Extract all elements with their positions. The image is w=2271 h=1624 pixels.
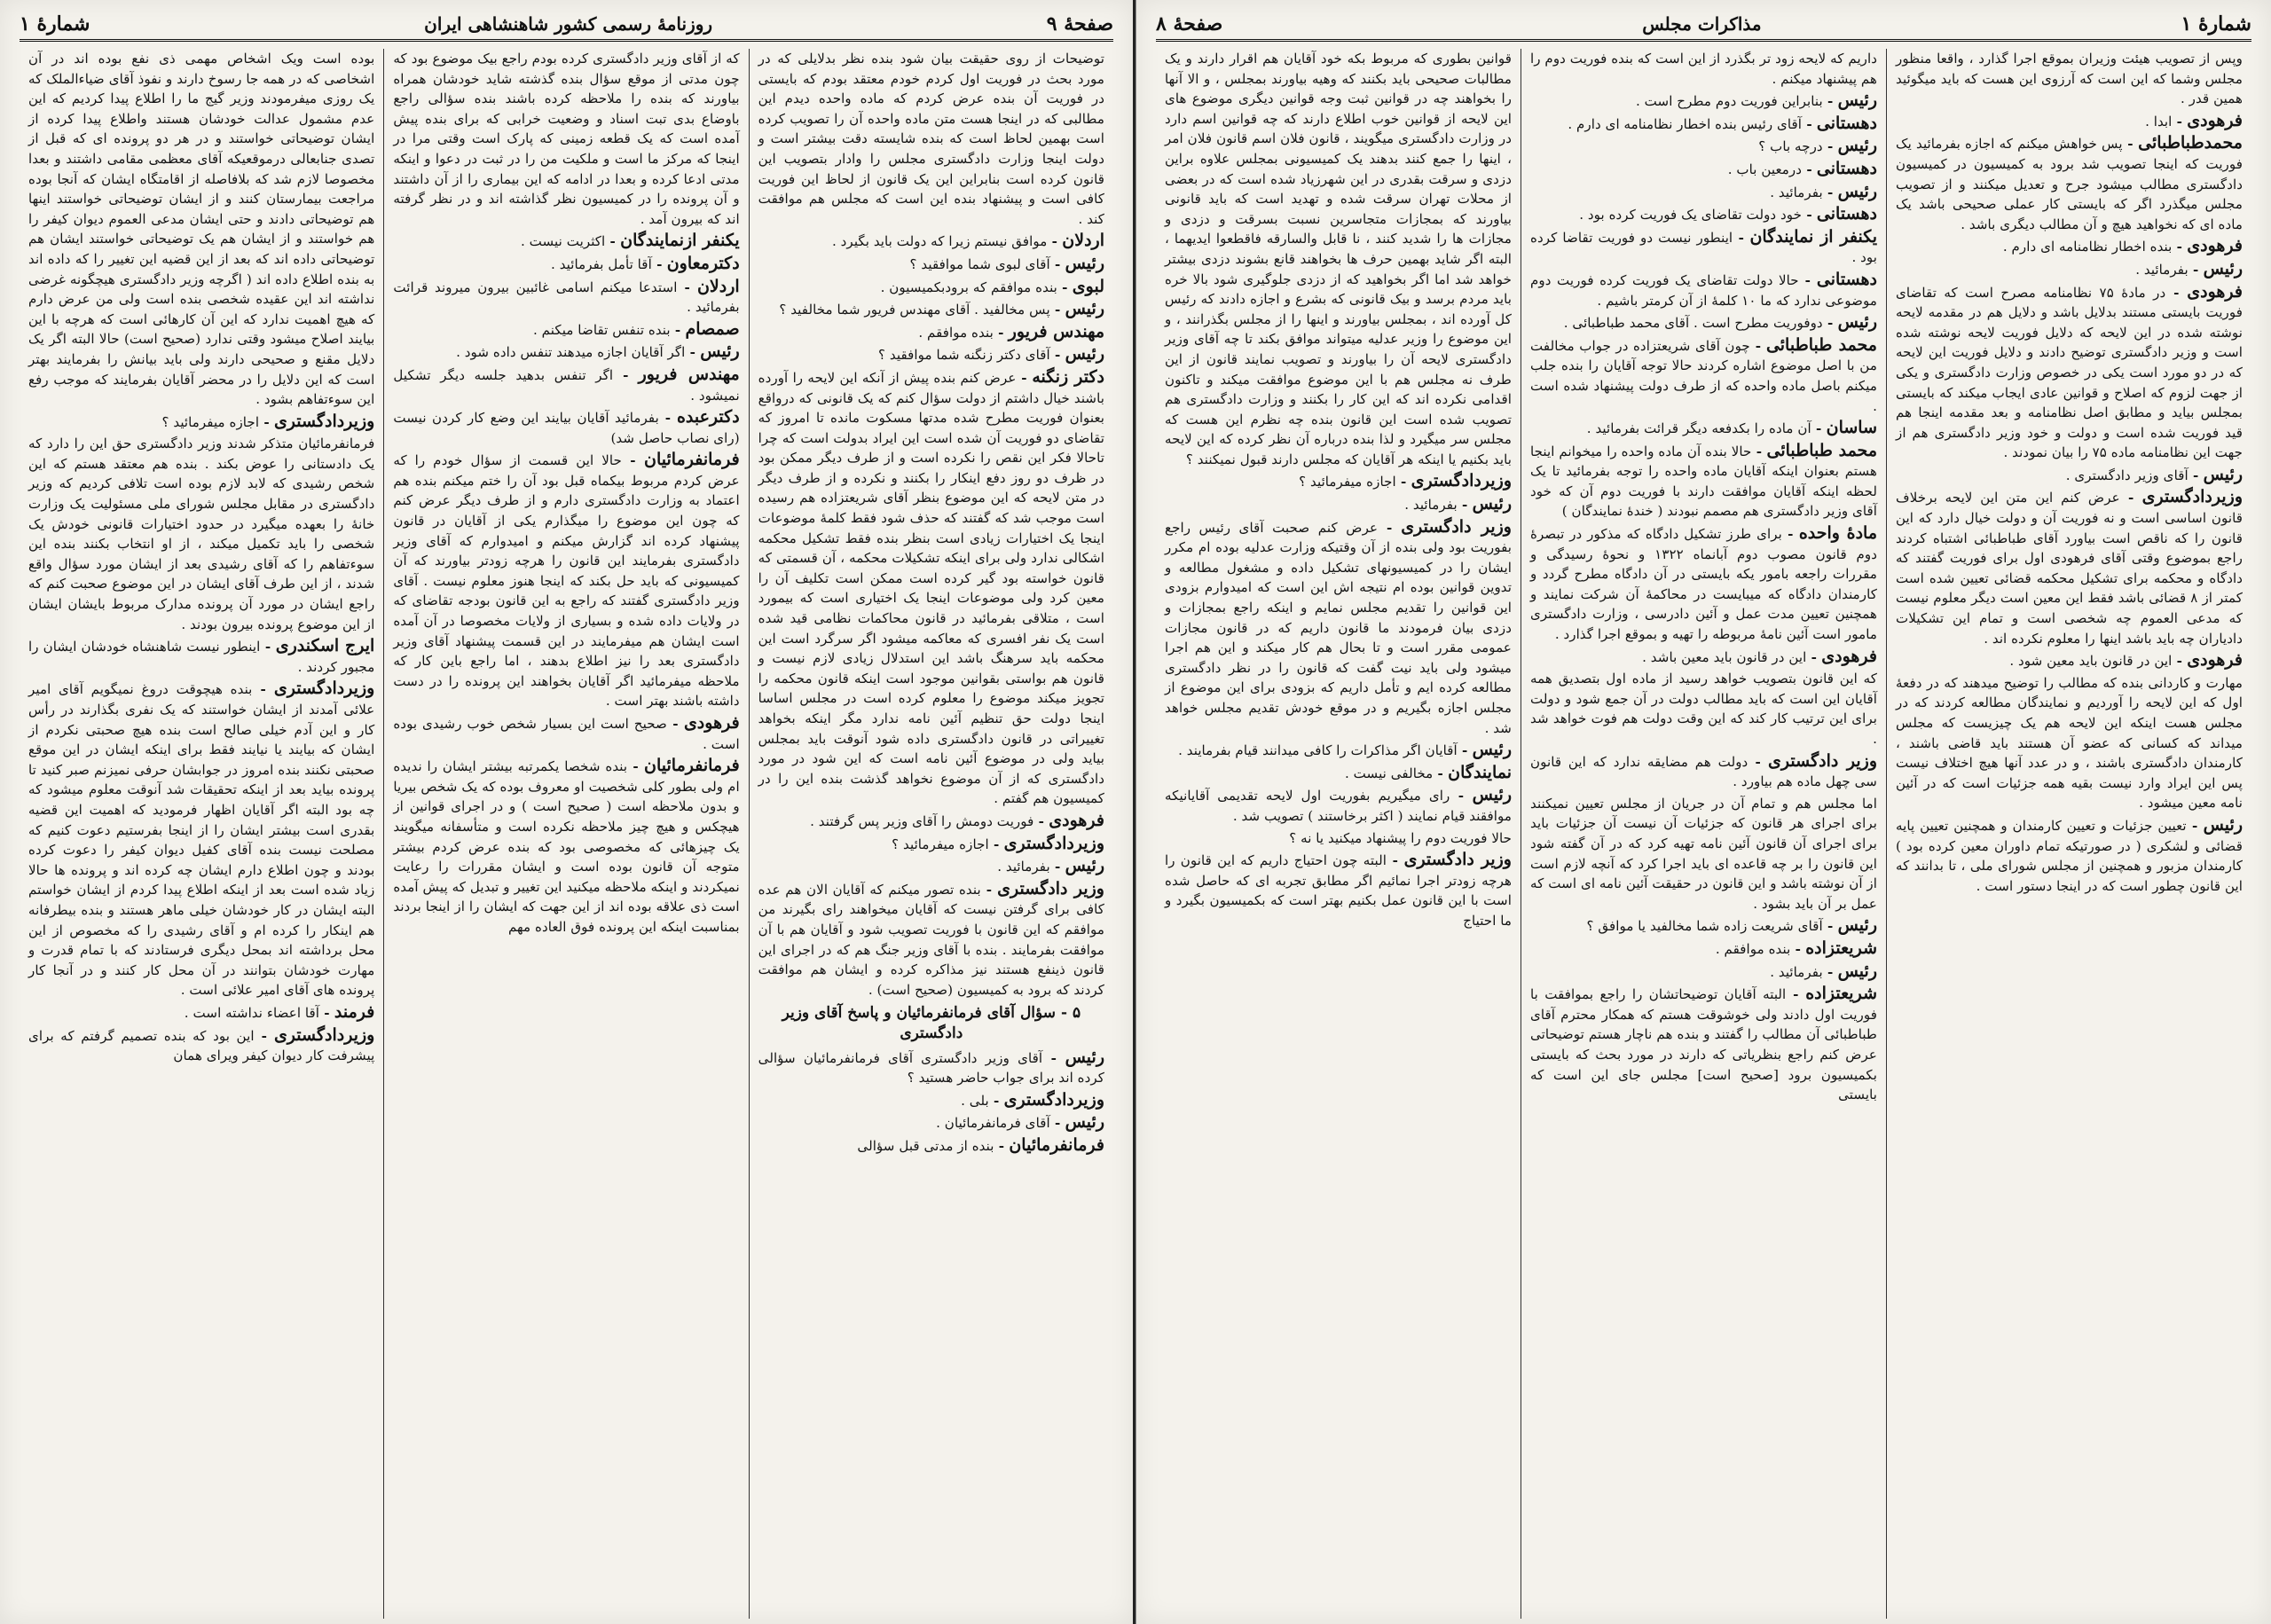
speech-paragraph — [1530, 204, 1877, 225]
speaker-dash: - — [2122, 136, 2139, 153]
issue-number: شمارهٔ ۱ — [20, 12, 90, 35]
speech-paragraph — [1530, 441, 1877, 522]
speech-paragraph — [1165, 850, 1512, 930]
speaker-dash: - — [2172, 113, 2188, 129]
speaker-dash: - — [2165, 284, 2188, 301]
speech-paragraph — [28, 1002, 374, 1024]
speech-text: عرض کنم صحبت آقای رئیس راجع بفوریت بود ولی بنده از آن وقتیکه وزارت عدلیه بوده ام مکرر ایشان را در کمیسیونهای تشکیل داده و مشغول مطالعه و تدوین قوانین بوده ام نتیجه اش این است که امیدوارم بزودی این قوانین را تقدیم مجلس نمایم و اینکه راجع بمجازات و دزدی بیان فرمودند ما قانون داریم که در قانون مجازات عمومی مقرر است و تا بحال هم کار میکند و این هم اجرا میشود ولی باید نیت گفت که قانون را در نظر دادگستری مطالعه کرده ایم و تأمل داریم که بزودی برای این موضوع از مجلس اجازه بگیریم و در موقع خودش تقدیم مجلس خواهد شد . — [1165, 519, 1512, 736]
speaker-name: دهستانی — [1816, 204, 1877, 224]
speech-paragraph — [1530, 227, 1877, 268]
speech-text: بنده اخطار نظامنامه ای دارم . — [2002, 239, 2173, 255]
speaker-dash: - — [658, 410, 677, 427]
speaker-name: رئیس — [700, 341, 740, 362]
speaker-dash: - — [1749, 337, 1766, 354]
speaker-dash: - — [988, 1092, 1004, 1109]
speaker-dash: - — [685, 344, 701, 361]
speaker-name: فرمانفرمائیان — [644, 450, 740, 470]
speaker-dash: - — [1822, 963, 1838, 980]
speech-text: بفرمائید . — [2135, 261, 2188, 278]
speech-paragraph — [1530, 523, 1877, 645]
speaker-name: فرمانفرمائیان — [1009, 1134, 1104, 1155]
speech-paragraph — [758, 322, 1104, 343]
speaker-dash: - — [2119, 490, 2142, 506]
speech-paragraph — [1530, 335, 1877, 416]
speaker-name: رئیس — [1837, 181, 1877, 201]
speaker-name: وزیردادگستری — [2141, 487, 2243, 507]
text-column — [20, 49, 383, 1619]
speaker-name: وزیردادگستری — [273, 679, 375, 699]
speaker-name: رئیس — [2203, 258, 2243, 279]
speaker-name: وزیردادگستری — [273, 411, 375, 431]
speech-text: اکثریت نیست . — [520, 233, 606, 250]
column-container — [20, 49, 1113, 1619]
speaker-dash: - — [1822, 918, 1838, 935]
speech-paragraph — [1165, 471, 1512, 492]
speech-paragraph — [28, 636, 374, 677]
speech-text: چون آقای شریعتزاده در جواب مخالفت من با اصل موضوع اشاره کردند حالا توجه آقایان را بنده جلب میکنم باصل ماده واحده که از طرف دولت پیشنهاد شده است . — [1530, 337, 1877, 414]
speaker-name: رئیس — [1837, 961, 1877, 981]
speaker-name: دهستانی — [1816, 158, 1877, 178]
speaker-name: یکنفر از نمایندگان — [1749, 226, 1877, 247]
speech-paragraph — [1896, 487, 2243, 648]
speaker-dash: - — [1049, 255, 1065, 272]
speaker-dash: - — [1802, 207, 1817, 224]
speaker-name: رئیس — [1472, 785, 1512, 805]
speech-text: اجازه میفرمائید ؟ — [161, 413, 260, 430]
speech-text: بنده تنفس تقاضا میکنم . — [533, 321, 671, 338]
speech-paragraph — [1530, 159, 1877, 180]
speech-text: فوریت دومش را آقای وزیر پس گرفتند . — [810, 812, 1034, 829]
speaker-name: فرهودی — [2187, 236, 2243, 256]
speech-paragraph — [1165, 494, 1512, 515]
speaker-name: رئیس — [1065, 344, 1104, 365]
speech-paragraph — [1896, 282, 2243, 463]
speaker-name: شریعتزاده — [1805, 984, 1877, 1004]
speaker-dash: - — [254, 1027, 274, 1044]
speaker-dash: - — [1042, 1049, 1065, 1066]
body-paragraph: که این قانون بتصویب خواهد رسید از ماده اول بتصدیق همه آقایان این است که باید مطالب دولت در آن جمع شود و دولت برای این ترتیب کار کند که این وقت دولت هم فوت خواهد شد . — [1530, 671, 1877, 747]
speech-text: ابدا . — [2145, 113, 2173, 129]
speaker-name: فرهودی — [1049, 810, 1104, 830]
speech-paragraph — [758, 1135, 1104, 1157]
speech-paragraph — [1896, 465, 2243, 486]
speech-paragraph — [1530, 270, 1877, 310]
speaker-dash: - — [1049, 859, 1065, 875]
speech-paragraph — [393, 231, 739, 252]
speech-text: بنده موافقم که برودبکمیسیون . — [880, 279, 1057, 295]
body-paragraph: حالا فوریت دوم را پیشنهاد میکنید یا نه ؟ — [1289, 829, 1512, 846]
speaker-dash: - — [1748, 753, 1769, 770]
speaker-name: وزیردادگستری — [1411, 471, 1512, 491]
speaker-dash: - — [1049, 1115, 1065, 1132]
speech-text: دوفوریت مطرح است . آقای محمد طباطبائی . — [1563, 315, 1823, 332]
speech-text: حالا بنده آن ماده واحده را میخوانم اینجا هستم بعنوان اینکه آقایان ماده واحده را توجه بفرمائید تا یک لحظه اینکه آقایان موافقت دارند با فوریت دوم آن که خود آقای وزیر دادگستری هم مصمم نبودند ( خندهٔ نمایندگان ) — [1530, 443, 1877, 520]
speech-text: بفرمائید . — [1770, 184, 1823, 200]
speaker-name: وزیردادگستری — [273, 1024, 375, 1045]
speech-paragraph — [758, 277, 1104, 298]
speech-paragraph — [758, 879, 1104, 1000]
speech-text: بنده موافقم . — [918, 324, 994, 341]
speech-text: دولت هم مضایقه ندارد که این قانون سی چهل ماده هم بیاورد . — [1530, 753, 1877, 790]
speaker-dash: - — [1047, 233, 1063, 250]
speech-paragraph — [758, 834, 1104, 855]
speech-text: بنده از مدتی قبل سؤالی — [857, 1137, 994, 1154]
speech-paragraph — [758, 344, 1104, 365]
speech-text: حالا دولت تقاضای یک فوریت کرده فوریت دوم موضوعی ندارد که ما ۱۰ کلمهٔ از آن کرمتر باشیم . — [1530, 271, 1877, 309]
speaker-name: وزیردادگستری — [1003, 1089, 1104, 1110]
speaker-dash: - — [980, 881, 998, 898]
speaker-dash: - — [1395, 474, 1411, 490]
speech-paragraph — [1530, 182, 1877, 203]
speaker-dash: - — [2172, 239, 2188, 255]
speaker-dash: - — [1049, 347, 1065, 364]
speaker-dash: - — [1733, 229, 1750, 246]
speech-paragraph — [758, 1047, 1104, 1088]
body-paragraph: فرمانفرمائیان متذکر شدند وزیر دادگستری حق این را دارد که یک دادستانی را عوض بکند . بنده هم معتقد هستم که این شخص رشیدی که لابد لازم بوده است تلافی کردیم که وزیر دادگستری در مقابل مجلس شورای ملی مسئولیت یک وزارت خانهٔ را بعهده میگیرد در حدود اختیارات قانونی خودش یک شخصی را باید تکمیل میکند ، از او انتخاب بکنند بنده این سوءتفاهم را که آقای رشیدی بعد از ایشان مورد سؤال واقع شدند ، از این طرف آقای ایشان در این موضوع صحبت کنم که راجع ایشان در مورد آن پرونده مدارک مربوط بایشان ایشان از این موضوع پرونده بیرون بودند . — [28, 435, 375, 632]
speaker-name: رئیس — [1065, 1047, 1104, 1067]
speech-paragraph — [393, 365, 739, 405]
speaker-dash: - — [1802, 115, 1817, 132]
speech-paragraph — [1530, 114, 1877, 135]
speech-text: بنده موافقم . — [1715, 940, 1791, 957]
speaker-name: فرمند — [334, 1001, 375, 1022]
speech-text: پس خواهش میکنم که اجازه بفرمائید یک فوریت که اینجا تصویب شد برود به کمیسیون در کمیسیون دادگستری مطالب میشود جرح و تعدیل میکنند و از تصویب مجلس میگذرد اگر که بایستی کار عملی صحیحی باشد یک ماده ای که نخواهید هیچ و آن مطالب دیگری باشد . — [1896, 136, 2243, 232]
speech-text: این در قانون باید معین باشد . — [1642, 648, 1807, 665]
body-paragraph: که از آقای وزیر دادگستری کرده بودم راجع بیک موضوع بود که چون مدتی از موقع سؤال بنده گذشته شاید خودشان همراه بیاورند که بنده را ملاحظه کرده باشند بنده سؤالی راجع باوضاع بدی تبت اسناد و وضعیت خرابی که برای بنده پیش آمده است که یک قطعه زمینی که پارک است وقتی مرا در اینجا که مرکز ما است و ملکیت من را در ثبت در دعوا و اینکه مدتی ادعا کرده و بعدا در ادامه که این بیماری را از آن داشتند و آن پرونده را در کمیسیون نظر گذاشته اند و در نظر گرفته اند که بیرون آمد . — [393, 51, 740, 227]
speaker-name: صمصام — [685, 318, 740, 339]
body-paragraph: توضیحات از روی حقیقت بیان شود بنده نظر بدلایلی که در مورد بحث در فوریت اول کردم خودم معتقد بودم که بایستی در فوریت آن بنده عرض کردم که ماده واحده دیدم این مطالبی که در اینجا هست متن ماده واحده آن را تصویب کرده است بهمین لحاظ است که بنده شایسته دقت بیشتر است و دولت اینجا وزارت دادگستری مجلس را وادار بتصویب این قانون کرده است بنابراین این یک قانون از لحاظ این فوریت کافی است و پیشنهاد بنده این است که مجلس هم موافقت کند . — [758, 51, 1104, 227]
page-label: صفحهٔ ۸ — [1156, 12, 1223, 35]
text-column — [1521, 49, 1886, 1619]
speech-paragraph — [1165, 785, 1512, 826]
speech-text: در مادهٔ ۷۵ نظامنامه مصرح است که تقاضای فوریت بایستی مستند بدلایل باشد و دلایل هم در مقدمه لایحه نوشته شده در این لایحه که دلایل فوریت لایحه نوشته شده است و وزیر دادگستری توضیح دادند و دلایل فوریت این لایحه که در دو مورد است یکی در خصوص وزارت دادگستری و یکی از جهت لزوم که اصلاح و قوانین عادی ایجاب میکند که بایستی بمجلس بیاید و مطابق اصل نظامنامه و بعد مقدمه اینجا هم قید فوریت شده است و دولت و خود وزیر دادگستری هم از جهت این نظامنامه ماده ۷۵ را بیان نمودند . — [1896, 284, 2243, 461]
speech-paragraph — [28, 679, 374, 1000]
speaker-dash: - — [2188, 467, 2204, 483]
speaker-name: اردلان — [1062, 231, 1104, 251]
speech-paragraph — [1896, 236, 2243, 257]
speaker-dash: - — [627, 758, 645, 775]
speech-paragraph — [1530, 751, 1877, 792]
speaker-dash: - — [1457, 497, 1473, 514]
speech-text: این در قانون باید معین شود . — [2009, 653, 2173, 670]
speaker-dash: - — [1822, 138, 1838, 155]
speech-paragraph — [1896, 815, 2243, 896]
speaker-dash: - — [2188, 261, 2204, 278]
publication-title: روزنامهٔ رسمی کشور شاهنشاهی ایران — [424, 13, 713, 35]
speech-text: مخالفی نیست . — [1344, 765, 1434, 781]
speaker-dash: - — [1057, 279, 1073, 295]
speech-text: آن ماده را بکدفعه دیگر قرائت بفرمائید . — [1586, 420, 1811, 437]
speaker-dash: - — [670, 321, 686, 338]
speech-paragraph — [28, 1025, 374, 1066]
speech-paragraph — [393, 450, 739, 711]
speech-text: آقای وزیر دادگستری . — [2065, 467, 2188, 483]
speech-text: آقای لبوی شما موافقید ؟ — [909, 255, 1050, 272]
speech-paragraph — [758, 1112, 1104, 1134]
speech-text: آقایان اگر مذاکرات را کافی میدانند قیام بفرمایند . — [1178, 742, 1458, 759]
speech-paragraph — [1165, 763, 1512, 784]
speech-text: رای میگیریم بفوریت اول لایحه تقدیمی آقایانیکه موافقند قیام نمایند ( اکثر برخاستند ) تصویب شد . — [1165, 788, 1512, 824]
speech-paragraph — [1165, 740, 1512, 761]
speech-text: اجازه میفرمائید ؟ — [1299, 474, 1396, 490]
speech-paragraph — [1530, 938, 1877, 960]
speech-paragraph — [1530, 915, 1877, 937]
speaker-dash: - — [1450, 788, 1473, 804]
speech-text: اجازه میفرمائید ؟ — [892, 836, 989, 852]
speech-paragraph — [1896, 650, 2243, 671]
speaker-name: ساسان — [1826, 418, 1877, 438]
speech-paragraph — [1896, 111, 2243, 132]
speech-text: برای طرز تشکیل دادگاه که مذکور در تبصرهٔ دوم قانون مصوب دوم آبانماه ۱۳۲۲ و نحوهٔ رسیدگی و مقررات راجعه بامور یکه بایستی در آن دادگاه مطرح گردد و کارمندان دادگاه که میبایست در محاکمهٔ آن شرکت نمایند و همچنین تعیین مدت عمل و آئین دادرسی ، وزارت دادگستری مامور است آئین نامهٔ مربوطه را تهیه و بموقع اجرا گذارد . — [1530, 526, 1877, 643]
speech-paragraph — [1896, 133, 2243, 234]
speaker-name: مهندس فریور — [638, 364, 740, 384]
speaker-name: مهندس فریور — [1008, 321, 1104, 341]
speaker-dash: - — [1751, 443, 1767, 459]
speech-text: عرض کنم این متن این لایحه برخلاف قانون اساسی است و نه فوریت آن و دولت خیال دارد که این قانون را که ناقص است بیاورد آقای طباطبائی اشتباه کردند راجع بموضوع وقتی آقای فرهودی اول برای فوریت گفتند که دادگاه و محکمه برای تشکیل محکمه قضائی تعیین شده است کمتر از ۸ قضائی باشد فقط این معین است دیگر معلوم نیست که مدعی العموم چه شخصی است و تمام این تشکیلات دادیاران چه باید باشد اینها را معلوم نکرده اند . — [1896, 490, 2243, 647]
speaker-name: رئیس — [1472, 494, 1512, 514]
speech-text: پس مخالفید . آقای مهندس فریور شما مخالفید ؟ — [779, 302, 1050, 318]
text-column — [1886, 49, 2251, 1619]
speaker-name: رئیس — [2203, 464, 2243, 484]
page-right — [1136, 0, 2271, 1624]
speech-text: آقا تأمل بفرمائید . — [551, 255, 652, 272]
issue-number: شمارهٔ ۱ — [2181, 12, 2251, 35]
speaker-dash: - — [994, 1137, 1010, 1154]
speech-paragraph — [758, 367, 1104, 809]
speaker-name: رئیس — [1065, 856, 1104, 876]
running-header — [1156, 9, 2251, 42]
speaker-dash: - — [1822, 315, 1838, 332]
speaker-dash: - — [1790, 940, 1806, 957]
speaker-name: دکترمعاون — [666, 253, 740, 273]
text-column — [749, 49, 1113, 1619]
speech-text: بفرمائید . — [997, 859, 1050, 875]
speech-paragraph — [758, 856, 1104, 877]
speaker-name: شریعتزاده — [1805, 938, 1877, 958]
section-heading: ۵ - سؤال آقای فرمانفرمائیان و پاسخ آقای وزیر دادگستری — [782, 1004, 1081, 1042]
speech-paragraph — [758, 299, 1104, 320]
speaker-name: ایرج اسکندری — [275, 636, 375, 656]
text-column — [1156, 49, 1521, 1619]
speech-paragraph — [1165, 517, 1512, 739]
speaker-name: محمد طباطبائی — [1765, 334, 1877, 355]
speech-text: صحیح است این بسیار شخص خوب رشیدی بوده است . — [393, 716, 740, 752]
speech-text: البته آقایان توضیحاتشان را راجع بموافقت با فوریت اول دادند ولی خوشوقت هستم که همکار محترم آقای طباطبائی آن مطالب را گفتند و بنده هم ناچار هستم توضیحاتی عرض کنم راجع بنظریاتی که دارند در مورد بحث که بایستی بکمیسیون برود [صحیح است] مجلس جای این است که بایستی — [1530, 986, 1877, 1103]
speaker-name: فرهودی — [683, 713, 740, 733]
speaker-dash: - — [1806, 648, 1822, 665]
speaker-name: دهستانی — [1816, 113, 1877, 133]
speech-text: این بود که بنده تصمیم گرفتم که برای پیشرفت کار دیوان کیفر ویرای همان — [28, 1027, 375, 1064]
speech-paragraph — [393, 756, 739, 937]
speech-paragraph — [393, 713, 739, 754]
speaker-name: وزیر دادگستری — [1401, 516, 1512, 537]
speaker-name: رئیس — [1837, 915, 1877, 936]
speaker-dash: - — [993, 324, 1009, 341]
speech-text: اگر آقایان اجازه میدهند تنفس داده شود . — [456, 344, 686, 361]
speaker-name: رئیس — [1065, 299, 1104, 319]
speech-paragraph — [1530, 647, 1877, 668]
speech-text: بنابراین فوریت دوم مطرح است . — [1635, 93, 1823, 110]
speech-text: آقای فرمانفرمائیان . — [936, 1115, 1050, 1132]
speech-text: بنده شخصا یکمرتبه بیشتر ایشان را ندیده ام ولی بطور کلی شخصیت او معروف بوده که یک شخص بیریا و بدون ملاحظه است ( صحیح است ) و در اجرای قوانین از هیچکس و هیچ چیز ملاحظه نکرده است و متأسفانه میگویند یک چیزهائی که مخصوصی بود که بنده عرض کردم بیشتر متوجه آن قانون بوده است و ایشان مقررات را رعایت نمیکردند و اینکه ملاحظه میکنید این تغییر و تبدیل که پیش آمده است ذی علاقه بوده اند از این جهت که ایشان را از اینجا بردند بمناسبت اینکه این پرونده فوق العاده مهم — [393, 758, 740, 935]
speech-paragraph — [1530, 984, 1877, 1105]
speech-text: اینطور نیست شاهنشاه خودشان ایشان را مجبور کردند . — [28, 639, 375, 675]
text-column — [383, 49, 748, 1619]
speaker-dash: - — [1386, 852, 1404, 869]
speaker-name: اردلان — [696, 276, 740, 296]
speech-text: البته چون احتیاج داریم که این قانون را هرچه زودتر اجرا نمائیم اگر مطابق تجربه ای که حاصل شده است با این قانون عمل بکنیم بهتر است که بکمیسیون بگیرد و ما احتیاج — [1165, 852, 1512, 929]
speech-paragraph — [393, 341, 739, 363]
speaker-name: مادهٔ واحده — [1798, 523, 1877, 544]
speaker-dash: - — [259, 413, 274, 430]
speaker-name: فرمانفرمائیان — [644, 756, 740, 776]
speech-paragraph — [393, 277, 739, 318]
speech-text: بنده هیچوقت دروغ نمیگویم آقای امیر علائی آمدند از ایشان خواستند که یک نفری بگذارند در رأس کار و این آدم خیلی صالح است بنده هیچ صحبتی نکردم از ایشان که بیایند یا نیایند فقط برای اینکه ایشان در این موقع صحبتی نکنند بنده امروز در جوابشان حرفی نمیزنم صبر کنید تا پرونده بیاید بعد از اینکه تحقیقات شد آنوقت معلوم میشود که چه بود البته اگر آقایان اظهار فرمودید که اهمیت این قضیه بقدری است بیشتر ایشان را از اینجا بفرستیم دعوت کنیم که مصلحت نیست بنده آقای کفیل دیوان کیفر را دعوت کرده بودند و چون اطلاع دارم ایشان چه کرده اند و پرونده ها حالا زیاد شده است بعد از اینکه اطلاع پیدا کردم از ایشان خواستم البته ایشان در کار خودشان خیلی ماهر هستند و بنده بیطرفانه هم اینکار را کرده ام و آقای رشیدی را که مخصوص از این محل برداشته اند بمحل دیگری فرستادند که با تمام قدرت و مهارت خودشان بتوانند در آن محل کار کنند و در آنجا کار پرونده های آقای امیر علائی است . — [28, 681, 375, 999]
speaker-dash: - — [260, 639, 276, 655]
speech-text: اگر تنفس بدهید جلسه دیگر تشکیل نمیشود . — [393, 366, 740, 404]
speech-text: عرض کنم بنده پیش از آنکه این لایحه را آورده باشند خیال داشتم از دولت سؤال کنم که یک قانونی که درواقع بعنوان فوریت مطرح شده مدتها مسکوت مانده تا امروز که تقاضای دو فوریت آن شده است این ایراد بدولت است که چرا تاحالا فکر این نقص را نکرده است و از طرف دیگر ممکن بود در ظرف دو روز دفع اینکار را بکنند و نکرده و از طرف دیگر در متن لایحه که این موضوع بنظر آقای شریعتزاده هم رسیده است موجب شد که گفتند که حذف شود فقط کلمهٔ موضوعات اینجا یک اختیارات زیادی است بنظر بنده فقط تشکیل محکمه اشکالی ندارد ولی برای اینکه تشکیلات محکمه ، آن قسمتی که قانون خواسته بود گیر کرده است ممکن است تکلیف آن را معین کرد ولی موضوعات اینجا یک اختیاری است که بیمورد است ، متلاقی بفرمائید در قانون محاکمات نظامی قید شده است یک نفر افسری که معاکمه میشود اگر سرگرد است این محکمه باید سرهنگ باشد این استدلال زیادی لازم نیست و قانون هم بواستی بقوانین موجود است اینکه قانون محکمه را تجویز میکند موضوع را معلوم کرده است در مجلس اساسا اینجا دولت حق تنظیم آئین نامه ندارد مگر اینکه بخواهد تغییراتی در قانون دادگستری داده شود آنوقت باید بمجلس بیاید ولی در موضوع آئین نامه است که این شود در مورد دادگستری که از آن موضوع نخواهد گذشت بنده این را در کمیسیون هم گفتم . — [758, 369, 1104, 807]
speaker-dash: - — [677, 279, 697, 295]
speaker-dash: - — [2172, 653, 2188, 670]
speaker-name: محمد طباطبائی — [1766, 440, 1877, 460]
speech-paragraph — [758, 231, 1104, 252]
speaker-dash: - — [1802, 161, 1817, 177]
speech-text: حالا این قسمت از سؤال خودم را که عرض کردم مربوط بیکماه قبل بود آن را ختم میکنم بنده هم اعتماد به وزارت دادگستری دارم و از طرف دیگر عرض کنم که چون این موضوع را میگذارم یکی از آقایان در قانون پیشنهاد کرده اند گزارش میکنم و امیدوارم که آقای وزیر دادگستری بفرمایند این قانون را هرچه زودتر بیاورند که آن کمیسیونی که باید حل بکند که اینجا هنوز معلوم نیست . آقای وزیر دادگستری گفتند که راجع به این قانون بودجه تقاضای که در ولایات داده شده و بسیاری از ولایات مخصوصا در آن آمده است ایشان هم میفرمایند در این قسمت پیشنهاد آقای وزیر دادگستری بعد را نیز اطلاع بدهند ، اما راجع باین کار که ملاحظه میفرمائید اگر آقایان بخواهند این پرونده را در دست داشته باشند بهتر است . — [393, 452, 740, 710]
speaker-name: یکنفر ازنمایندگان — [620, 231, 740, 251]
speaker-name: وزیر دادگستری — [1768, 750, 1877, 771]
speaker-dash: - — [666, 716, 684, 732]
speaker-dash: - — [613, 366, 639, 383]
speaker-name: رئیس — [1065, 253, 1104, 273]
running-header — [20, 9, 1113, 42]
speaker-name: فرهودی — [2187, 110, 2243, 130]
speech-paragraph — [1530, 136, 1877, 157]
speaker-dash: - — [988, 836, 1004, 852]
speaker-name: وزیر دادگستری — [997, 878, 1104, 898]
speech-text: بنده تصور میکنم که آقایان الان هم عده کافی برای گرفتن نیست که آقایان میخواهند رای بگیرند من موافقم که این قانون با فوریت تصویب شود و آقایان هم با آن موافقت بفرمایند . بنده با آقای وزیر جنگ هم که در اجرای این قانون ذینفع هستند نیز مذاکره کرده و ایشان هم موافقت کردند که برود به کمیسیون (صحیح است) . — [758, 881, 1104, 998]
body-paragraph: داریم که لایحه زود تر بگذرد از این است که بنده فوریت دوم را هم پیشنهاد میکنم . — [1530, 51, 1877, 87]
speaker-name: دکترعبده — [676, 407, 740, 428]
speech-text: آقای رئیس بنده اخطار نظامنامه ای دارم . — [1568, 115, 1803, 132]
speaker-name: رئیس — [2203, 814, 2243, 835]
body-paragraph: مهارت و کاردانی بنده که مطالب را توضیح میدهند که در دفعهٔ اول که این لایحه را آوردیم و نمایندگان مطالعه کردند که در مجلس هست اینکه این لایحه هم یک چیزیست که مجلس میداند که کسانی که عضو آن هستند باید قاضی باشند ، کارمندان دادگستری باشند ، و در عدد آنها هیچ اختلاف نیست پس این ایراد وارد نیست بقیه همه جزئیات است که در آئین نامه معین میشود . — [1896, 674, 2243, 812]
speech-text: درمعین باب . — [1727, 161, 1803, 177]
speech-text: اینطور نیست دو فوریت تقاضا کرده بود . — [1530, 229, 1877, 266]
speaker-name: رئیس — [1472, 740, 1512, 760]
speaker-dash: - — [1433, 765, 1449, 781]
publication-title: مذاکرات مجلس — [1642, 13, 1762, 35]
speaker-name: رئیس — [1837, 312, 1877, 333]
speech-paragraph — [758, 254, 1104, 275]
speech-text: بلی . — [961, 1092, 989, 1109]
speech-paragraph — [393, 407, 739, 448]
speech-paragraph — [1530, 961, 1877, 983]
speech-text: بفرمائید آقایان بیایند این وضع کار کردن نیست (رای نصاب حاصل شد) — [393, 410, 740, 446]
speaker-dash: - — [252, 681, 274, 698]
speaker-name: فرهودی — [2187, 281, 2243, 302]
speaker-dash: - — [1033, 812, 1049, 829]
speech-text: موافق نیستم زیرا که دولت باید بگیرد . — [832, 233, 1048, 250]
speech-text: آقای شریعت زاده شما مخالفید یا موافق ؟ — [1586, 918, 1823, 935]
speaker-name: فرهودی — [1821, 646, 1877, 666]
speaker-dash: - — [1016, 369, 1033, 386]
speaker-name: وزیر دادگستری — [1403, 850, 1512, 870]
page-label: صفحهٔ ۹ — [1046, 12, 1113, 35]
speech-paragraph — [1530, 312, 1877, 333]
speech-text: آقا اعضاء نداشته است . — [184, 1004, 319, 1021]
speaker-dash: - — [1786, 986, 1806, 1003]
speech-text: آقای وزیر دادگستری آقای فرمانفرمائیان سؤالی کرده اند برای جواب حاضر هستید ؟ — [758, 1049, 1104, 1087]
speech-text: درچه باب ؟ — [1758, 138, 1823, 155]
speech-paragraph — [1530, 418, 1877, 439]
speaker-name: وزیردادگستری — [1003, 833, 1104, 853]
speaker-name: دهستانی — [1816, 269, 1877, 289]
speech-text: تعیین جزئیات و تعیین کارمندان و همچنین تعیین پایه قضائی و لشکری ( در صورتیکه تمام داوران معین کرده بود ) کارمندان مزبور و همچنین از مجلس شورای ملی ، تا بدانند که این قانون چطور است که در اینجا دستور است . — [1896, 817, 2243, 894]
speech-paragraph — [758, 1090, 1104, 1111]
speaker-dash: - — [1798, 271, 1817, 288]
speaker-dash: - — [1457, 742, 1473, 759]
speaker-dash: - — [319, 1004, 334, 1021]
speech-text: آقای دکتر زنگنه شما موافقید ؟ — [878, 347, 1050, 364]
body-paragraph: بوده است ویک اشخاص مهمی ذی نفع بوده اند در آن اشخاصی که در همه جا رسوخ دارند و نفوذ آقای ضیاءالملک که یک روزی میفرمودند وزیر گیج ما را اطلاع پیدا کردیم که این عدم مشمول عدالت خودشان هستند واطلاع پیدا کرده از ایشان توضیحاتی خواستند و در هر دو پرونده ای که قبل از تصدی جنابعالی درموقعیکه آقای معظمی مقامی داشتند و بعدا مخصوصا لازم شد که بلافاصله از اقامتگاه ایشان که آنجا بوده مراجعت بیمارستان کنند و از ایشان توضیحاتی خواستند اینها هم توضیحاتی دادند و حتی ایشان مدعی العموم دیوان کیفر را هم خواستند و از ایشان هم یک توضیحاتی خواستند ایشان هم توضیحاتی داده اند که بعد از این قضیه این تغییر را که داده اند به بنده اطلاع داده اند ( اگرچه وزیر دادگستری هیچگونه غرضی نداشته اند این عقیده شخصی بنده است ولی من عرض دارم که هیچ اهمیت ندارد که این آن کارهائی است که هرچه با این بیایند اصلاح میشود وقتی ندارد (صحیح است) حالا البته اگر یک دلایل مقنع و صحیحی دارند ولی باید بیانش را بفرمایند بهتر است که این دلایل را در محضر آقایان بفرمایند که موجب رفع این سوءتفاهم بشود . — [28, 51, 375, 408]
speech-paragraph — [393, 319, 739, 341]
speaker-dash: - — [1822, 93, 1838, 110]
column-container — [1156, 49, 2251, 1619]
speaker-name: رئیس — [1837, 136, 1877, 156]
speaker-dash: - — [1781, 526, 1799, 543]
speaker-name: رئیس — [1837, 90, 1877, 111]
body-paragraph: اما مجلس هم و تمام آن در جریان از مجلس تعیین نمیکنند برای اجرای هر قانون که جزئیات آن نیست آن جزئیات باید برای اجرای آن قانون آئین نامه تهیه کرد که در آن گفته شود این قانون را بر چه قاعده ای باید اجرا کرد که آنچه لازم است از آن نوشته باشد و این قانون در حقیقت آئین نامه ای است که عمل بر آن باید بشود . — [1530, 795, 1877, 912]
speaker-dash: - — [605, 233, 621, 250]
speaker-dash: - — [621, 452, 644, 469]
speech-paragraph — [393, 254, 739, 275]
speaker-name: محمدطباطبائی — [2138, 133, 2243, 153]
body-paragraph: وپس از تصویب هیئت وزیران بموقع اجرا گذارد ، واقعا منظور مجلس وشما که این است که آرزوی این هست که باید میگوئید همین قدر . — [1896, 51, 2243, 107]
speaker-dash: - — [2186, 817, 2204, 834]
speaker-name: لبوی — [1072, 276, 1104, 296]
speaker-dash: - — [651, 255, 667, 272]
speaker-name: فرهودی — [2187, 650, 2243, 671]
speech-paragraph — [1530, 90, 1877, 112]
speaker-dash: - — [1822, 184, 1838, 200]
speaker-dash: - — [1049, 302, 1065, 318]
speech-text: بفرمائید . — [1770, 963, 1823, 980]
speaker-dash: - — [1811, 420, 1827, 437]
speaker-name: دکتر زنگنه — [1032, 366, 1104, 387]
speaker-name: نمایندگان — [1448, 762, 1512, 782]
speaker-dash: - — [1378, 519, 1402, 536]
speech-paragraph — [758, 811, 1104, 832]
body-paragraph: قوانین بطوری که مربوط بکه خود آقایان هم اقرار دارند و یک مطالبات صحیحی باید بکنند که وهیه بیاورند بمجلس ، و الا آنها را بخواهند چه در قوانین ثبت وجه قوانین دیگری موضوع های این لایحه از قوانین خوب اطلاع دارند که چه قوانین اسم دارد در وزارت دادگستری میگویند ، قانون فلان اسم قانون فلان امر ، اینها را جمع کنند بدهند یک کمیسیونی بمجلس علاوه براین دزدی و سرقت بقدری در این شهرزیاد شده است که در بعضی از محلات تهران سرقت شده و تهدید است که باید قانونی بیاورند که بمجازات متجاسرین نسبت بسرقت و دزدی و مجازات ها را شدید کنند ، نا قابل والسارقه فاقطعوا ایدیهما ، البته اگر شاید بهمین حرف ها بخواهند قانع بشوند دزدی بیشتر خواهد شد اما اگر بخواهید که از دزدی جلوگیری شود بالا خره باید مردم برسد و بیک قانونی که بشرع و اجازه دادند که رئیس کل آورده اند ، بمجلس بیاورند و اینها را از مجلس بگذرانند ، و این موضوع را وزیر عدلیه میتواند موافق بکند تا چه آقای وزیر دادگستری لایحه آن را بیاورند و تصویب نمایند قانون از این طرف نه مجلس هم با این موضوع موافقت میکند و تاکنون اقدامی نکرده اند که این کار را بکنند و وزارت دادگستری هم تصویب شده است این قانون بنده چه نظرم این هست که مجلس سر میگیرد و لذا بنده درباره آن نظر کرده که این لایحه باید بکنیم یا اینکه هر آقایان که مجلس دارند قبول نمیکنند ؟ — [1165, 51, 1512, 467]
speech-paragraph — [1896, 259, 2243, 280]
speech-text: خود دولت تقاضای یک فوریت کرده بود . — [1579, 207, 1803, 224]
speaker-name: رئیس — [1065, 1112, 1104, 1133]
speech-text: استدعا میکنم اسامی غائبین بیرون میروند قرائت بفرمائید . — [393, 279, 740, 316]
speech-paragraph — [28, 412, 374, 433]
speech-text: بفرمائید . — [1404, 497, 1458, 514]
